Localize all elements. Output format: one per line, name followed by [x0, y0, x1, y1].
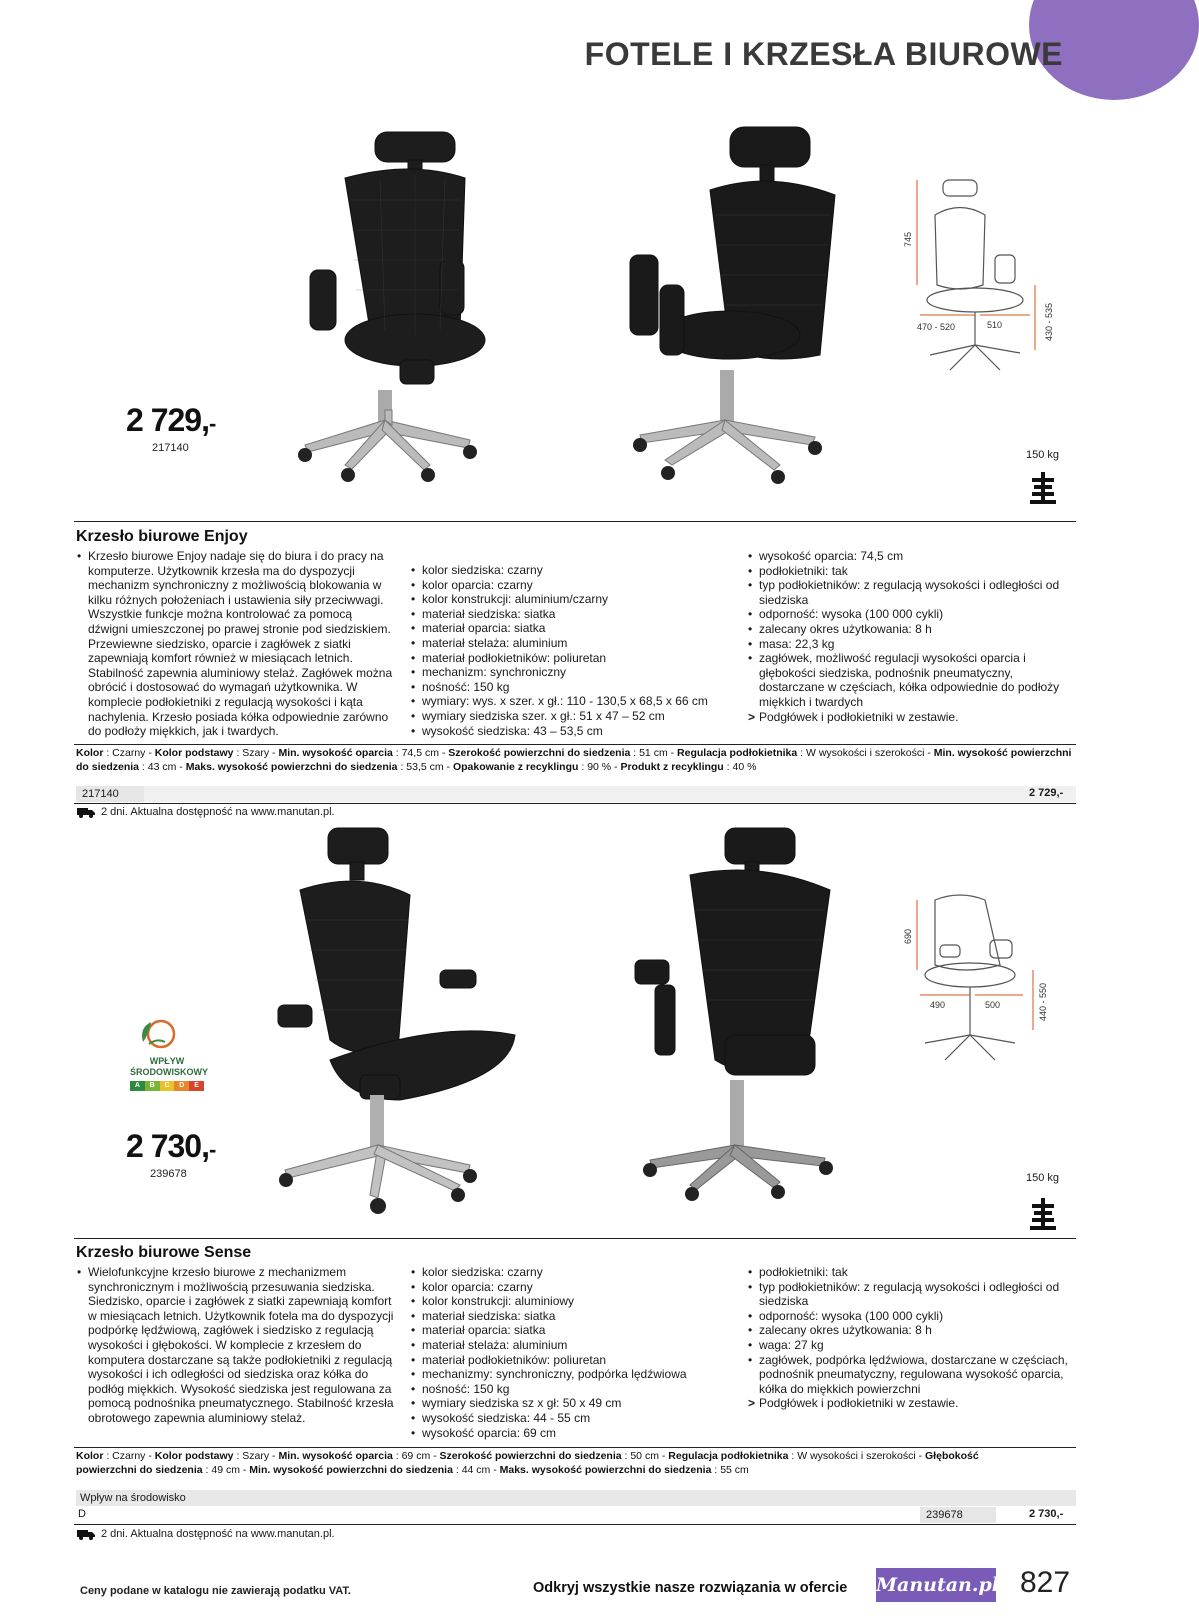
feature-note-text: Podgłówek i podłokietniki w zestawie. [759, 1396, 959, 1411]
spec-key: Min. wysokość powierzchni do siedzenia [249, 1464, 453, 1476]
spec-value: : 50 cm - [621, 1450, 669, 1462]
spec-key: Maks. wysokość powierzchni do siedzenia [499, 1464, 712, 1476]
product1-price-code: 217140 [152, 442, 189, 454]
bullet-icon: • [411, 1294, 416, 1309]
feature-item [748, 578, 1078, 607]
bullet-icon: • [748, 636, 753, 651]
spec-value: : Szary - [233, 1450, 279, 1462]
feature-item [748, 1265, 1078, 1280]
feature-item [748, 1353, 1078, 1397]
feature-text: zalecany okres użytkowania: 8 h [759, 621, 932, 636]
bullet-icon: • [748, 1352, 753, 1367]
feature-text: kolor siedziska: czarny [422, 1265, 543, 1279]
product1-features-col2 [411, 563, 731, 738]
bullet-icon: • [411, 563, 416, 577]
feature-text: materiał oparcia: siatka [422, 621, 546, 636]
enjoy-chair-front-image [290, 120, 510, 490]
feature-note [748, 710, 1078, 725]
bullet-icon: • [411, 635, 416, 650]
feature-text: podłokietniki: tak [759, 1265, 848, 1279]
price-decimal: - [208, 411, 216, 436]
feature-item [748, 564, 1078, 579]
product1-description: Krzesło biurowe Enjoy nadaje się do biura i do pracy na komputerze. Użytkownik krzesła ma do dyspozycji mechanizm synchroniczny z możliwością blokowania w kilku różnych położeniach i ustawienia siły przeciwwagi. Wszystkie funkcje można kontrolować za pomocą dźwigni umieszczonej po prawej stronie pod siedziskiem. Przewiewne siedzisko, oparcie i zagłówek z siatki zapewniają komfort również w miesiącach letnich. Stabilność zapewnia aluminiowy stelaż. Zagłówek można obrócić i dostosować do wymagań użytkownika. W komplecie podłokietniki z regulacją wysokości i kąta nachylenia. Krzesło posiada kółka odpowiednie zarówno do podłoży miękkich, jak i twardych. [88, 549, 393, 739]
availability-text: 2 dni. Aktualna dostępność na www.manutan.pl. [101, 806, 335, 818]
feature-text: wymiary: wys. x szer. x gł.: 110 - 130,5 x 68,5 x 66 cm [422, 694, 708, 709]
brand-logo[interactable]: Manutan.pl [876, 1568, 996, 1602]
feature-note [748, 1396, 1078, 1411]
dim-label: 690 [903, 928, 913, 944]
feature-text: typ podłokietników: z regulacją wysokości i odległości od siedziska [759, 578, 1060, 607]
spec-value: : Czarny - [103, 747, 155, 759]
weight-capacity-icon [1030, 1196, 1056, 1232]
environmental-impact-badge [130, 1056, 208, 1091]
env-impact-row-header [76, 1490, 1076, 1506]
product2-features-col3 [748, 1265, 1078, 1411]
feature-item [748, 1309, 1078, 1324]
page-title: FOTELE I KRZESŁA BIUROWE [584, 36, 1063, 72]
feature-item [411, 1323, 731, 1338]
feature-item [411, 621, 731, 636]
env-grade: A [130, 1081, 145, 1091]
sense-chair-back-image [630, 820, 865, 1215]
feature-item [411, 1294, 731, 1309]
bullet-icon: • [411, 1367, 416, 1382]
spec-key: Kolor podstawy [154, 1450, 234, 1462]
product1-title: Krzesło biurowe Enjoy [76, 528, 248, 545]
bullet-icon: • [411, 606, 416, 621]
env-grade: D [174, 1081, 189, 1091]
sense-chair-front-image [270, 820, 520, 1220]
feature-text: materiał podłokietników: poliuretan [422, 1352, 607, 1367]
spec-value: : 40 % [723, 761, 757, 773]
bullet-icon: • [748, 1308, 753, 1323]
spec-value: : 74,5 cm - [392, 747, 449, 759]
bullet-icon: • [411, 1323, 416, 1338]
order-price: 2 729,- [1029, 787, 1064, 799]
feature-item [748, 1323, 1078, 1338]
bullet-icon: • [411, 708, 416, 723]
feature-item [411, 563, 731, 578]
spec-key: Kolor [76, 1450, 104, 1462]
dim-label: 745 [903, 231, 913, 247]
feature-item [411, 592, 731, 607]
product1-description-col [77, 549, 395, 739]
product2-spec-line [76, 1449, 1036, 1477]
feature-item [411, 651, 731, 666]
spec-value: : Czarny - [103, 1450, 155, 1462]
spec-key: Kolor [76, 747, 104, 759]
feature-text: materiał siedziska: siatka [422, 1308, 556, 1323]
spec-value: : 51 cm - [630, 747, 678, 759]
divider [74, 1524, 1076, 1525]
bullet-icon: • [748, 1279, 753, 1294]
feature-text: nośność: 150 kg [422, 1381, 510, 1396]
feature-item [411, 1280, 731, 1295]
product1-availability [77, 806, 335, 818]
product1-features-col3 [748, 549, 1078, 724]
delivery-truck-icon [77, 807, 95, 818]
dim-label: 490 [930, 1000, 946, 1010]
env-row-value: D [78, 1508, 86, 1520]
bullet-icon: • [411, 1308, 416, 1323]
env-grade: E [189, 1081, 204, 1091]
feature-text: kolor konstrukcji: aluminiowy [422, 1294, 575, 1309]
arrow-icon: > [748, 1396, 756, 1411]
feature-item [411, 578, 731, 593]
divider [74, 1238, 1076, 1239]
env-scale [130, 1081, 204, 1091]
feature-item [411, 709, 731, 724]
bullet-icon: • [748, 563, 753, 578]
feature-item [411, 694, 731, 709]
feature-item [411, 1382, 731, 1397]
feature-item [411, 1353, 731, 1368]
feature-item [411, 724, 731, 739]
env-title: WPŁYW [149, 1056, 185, 1066]
feature-text: waga: 27 kg [759, 1337, 824, 1352]
env-grade: B [145, 1081, 160, 1091]
feature-text: kolor siedziska: czarny [422, 563, 543, 577]
spec-key: Regulacja podłokietnika [668, 1450, 789, 1462]
feature-text: materiał siedziska: siatka [422, 606, 556, 621]
bullet-icon: • [411, 1410, 416, 1425]
feature-text: wymiary siedziska szer. x gł.: 51 x 47 – 52 cm [422, 708, 665, 723]
sense-dimensions-drawing [905, 895, 1055, 1090]
divider [74, 1447, 1076, 1448]
product1-spec-line [76, 746, 1076, 774]
product1-order-row[interactable] [76, 786, 1076, 802]
spec-value: : 90 % - [578, 761, 621, 773]
bullet-icon: • [411, 694, 416, 709]
feature-text: kolor konstrukcji: aluminium/czarny [422, 592, 609, 607]
bullet-icon: • [411, 577, 416, 592]
dim-label: 470 - 520 [917, 322, 956, 332]
feature-text: materiał oparcia: siatka [422, 1323, 546, 1338]
bullet-icon: • [77, 549, 82, 563]
weight-capacity-icon [1030, 470, 1056, 506]
bullet-icon: • [748, 651, 753, 666]
bullet-icon: • [411, 650, 416, 665]
feature-text: kolor oparcia: czarny [422, 1279, 533, 1294]
product2-description: Wielofunkcyjne krzesło biurowe z mechanizmem synchronicznym i możliwością przesuwania siedziska. Siedzisko, oparcie i zagłówek z siatki zapewniają komfort w miesiącach letnich. Użytkownik fotela ma do dyspozycji podpórkę lędźwiową, zagłówek i siedzisko z regulacją wysokości i głębokości. W komplecie z krzesłem do komputera dostarczane są także podłokietniki z regulacją wysokości i ich odległości od siedziska oraz kółka do podłóg miękkich. Wysokość siedziska jest regulowana za pomocą podnośnika pneumatycznego. Stabilność krzesła obrotowego zapewnia aluminiowy stelaż. [88, 1265, 394, 1425]
divider [74, 521, 1076, 522]
feature-text: zagłówek, podpórka lędźwiowa, dostarczane w częściach, podnośnik pneumatyczny, regulowana wysokość oparcia, kółka do miękkich powierzchni [759, 1352, 1068, 1396]
spec-key: Produkt z recyklingu [620, 761, 724, 773]
dim-label: 430 - 535 [1044, 302, 1054, 341]
bullet-icon: • [748, 549, 753, 563]
feature-text: zagłówek, możliwość regulacji wysokości oparcia i głębokości siedziska, podnośnik pneumatyczny, dostarczane w częściach, kółka odpowiednie do podłoży miękkich i twardych [759, 651, 1060, 709]
feature-item [411, 1411, 731, 1426]
bullet-icon: • [411, 621, 416, 636]
env-row-label: Wpływ na środowisko [80, 1492, 186, 1504]
feature-item [748, 607, 1078, 622]
footer-tagline: Odkryj wszystkie nasze rozwiązania w ofercie [533, 1580, 848, 1596]
feature-text: masa: 22,3 kg [759, 636, 835, 651]
dim-label: 500 [985, 1000, 1001, 1010]
feature-text: wysokość oparcia: 74,5 cm [759, 549, 904, 563]
spec-key: Opakowanie z recyklingu [452, 761, 579, 773]
environmental-impact-icon [137, 1016, 183, 1052]
bullet-icon: • [411, 723, 416, 738]
spec-value: : 43 cm - [139, 761, 186, 773]
spec-key: Regulacja podłokietnika [677, 747, 798, 759]
bullet-icon: • [77, 1265, 82, 1279]
bullet-icon: • [411, 1396, 416, 1411]
enjoy-chair-back-image [620, 115, 850, 490]
bullet-icon: • [411, 1352, 416, 1367]
order-price: 2 730,- [1029, 1508, 1064, 1520]
feature-text: materiał podłokietników: poliuretan [422, 650, 607, 665]
feature-item [748, 651, 1078, 709]
order-code: 217140 [76, 786, 144, 802]
dim-label: 440 - 550 [1038, 982, 1048, 1021]
spec-key: Min. wysokość powierzchni do siedzenia [76, 747, 1072, 773]
spec-key: Głębokość powierzchni do siedzenia [76, 1450, 979, 1476]
feature-text: kolor oparcia: czarny [422, 577, 533, 592]
feature-note-text: Podgłówek i podłokietniki w zestawie. [759, 709, 959, 724]
feature-item [411, 636, 731, 651]
product2-price [126, 1128, 215, 1165]
feature-text: nośność: 150 kg [422, 679, 510, 694]
product2-price-code: 239678 [150, 1168, 187, 1180]
feature-text: materiał stelaża: aluminium [422, 1337, 568, 1352]
feature-item [748, 549, 1078, 564]
spec-value: : W wysokości i szerokości - [797, 747, 934, 759]
feature-text: wysokość oparcia: 69 cm [422, 1425, 557, 1440]
bullet-icon: • [411, 1381, 416, 1396]
spec-key: Szerokość powierzchni do siedzenia [448, 747, 631, 759]
product2-title: Krzesło biurowe Sense [76, 1244, 252, 1261]
feature-text: materiał stelaża: aluminium [422, 635, 568, 650]
bullet-icon: • [411, 1337, 416, 1352]
bullet-icon: • [748, 578, 753, 593]
feature-item [748, 1338, 1078, 1353]
env-grade: C [160, 1081, 175, 1091]
spec-key: Kolor podstawy [154, 747, 234, 759]
bullet-icon: • [748, 1265, 753, 1279]
feature-item [411, 1396, 731, 1411]
bullet-icon: • [411, 1279, 416, 1294]
feature-text: zalecany okres użytkowania: 8 h [759, 1323, 932, 1338]
spec-value: : Szary - [233, 747, 279, 759]
product2-availability [77, 1528, 335, 1540]
dim-label: 510 [987, 320, 1003, 330]
feature-item [411, 1367, 731, 1382]
feature-text: odporność: wysoka (100 000 cykli) [759, 1308, 944, 1323]
feature-item [411, 1338, 731, 1353]
feature-text: podłokietniki: tak [759, 563, 848, 578]
delivery-truck-icon [77, 1529, 95, 1540]
spec-key: Min. wysokość oparcia [278, 747, 393, 759]
product2-weight-capacity: 150 kg [1026, 1172, 1060, 1184]
feature-text: wysokość siedziska: 44 - 55 cm [422, 1410, 591, 1425]
product1-weight-capacity: 150 kg [1026, 449, 1060, 461]
bullet-icon: • [748, 621, 753, 636]
feature-item [411, 607, 731, 622]
order-code: 239678 [920, 1507, 996, 1523]
feature-item [748, 637, 1078, 652]
vat-note: Ceny podane w katalogu nie zawierają podatku VAT. [80, 1585, 351, 1597]
spec-key: Szerokość powierzchni do siedzenia [439, 1450, 622, 1462]
feature-text: mechanizmy: synchroniczny, podpórka lędźwiowa [422, 1367, 687, 1382]
spec-key: Min. wysokość oparcia [278, 1450, 393, 1462]
price-main: 2 729, [126, 402, 209, 438]
env-subtitle: ŚRODOWISKOWY [130, 1067, 208, 1077]
page-number: 827 [1020, 1566, 1071, 1599]
arrow-icon: > [748, 709, 756, 724]
bullet-icon: • [411, 1265, 416, 1279]
feature-text: wymiary siedziska sz x gł: 50 x 49 cm [422, 1396, 622, 1411]
bullet-icon: • [411, 1425, 416, 1440]
feature-item [411, 665, 731, 680]
feature-item [411, 680, 731, 695]
product1-price [126, 402, 215, 439]
feature-text: odporność: wysoka (100 000 cykli) [759, 607, 944, 622]
feature-item [748, 622, 1078, 637]
bullet-icon: • [411, 665, 416, 680]
feature-text: typ podłokietników: z regulacją wysokości i odległości od siedziska [759, 1279, 1060, 1309]
spec-key: Maks. wysokość powierzchni do siedzenia [185, 761, 398, 773]
bullet-icon: • [748, 1323, 753, 1338]
feature-text: mechanizm: synchroniczny [422, 665, 567, 680]
feature-item [411, 1265, 731, 1280]
bullet-icon: • [411, 679, 416, 694]
spec-value: : 44 cm - [452, 1464, 500, 1476]
feature-item [411, 1309, 731, 1324]
spec-value: : 49 cm - [202, 1464, 250, 1476]
spec-value: : 69 cm - [392, 1450, 440, 1462]
spec-value: : 55 cm [711, 1464, 749, 1476]
product2-features-col2 [411, 1265, 731, 1440]
feature-item [748, 1280, 1078, 1309]
bullet-icon: • [748, 1337, 753, 1352]
spec-value: : W wysokości i szerokości - [788, 1450, 926, 1462]
price-decimal: - [208, 1137, 216, 1162]
spec-value: : 53,5 cm - [397, 761, 453, 773]
feature-item [411, 1426, 731, 1441]
bullet-icon: • [748, 607, 753, 622]
enjoy-dimensions-drawing [903, 175, 1054, 385]
divider [74, 744, 1076, 745]
feature-text: wysokość siedziska: 43 – 53,5 cm [422, 723, 603, 738]
bullet-icon: • [411, 592, 416, 607]
availability-text: 2 dni. Aktualna dostępność na www.manutan.pl. [101, 1528, 335, 1540]
divider [74, 803, 1076, 804]
product2-description-col [77, 1265, 399, 1426]
price-main: 2 730, [126, 1128, 209, 1164]
